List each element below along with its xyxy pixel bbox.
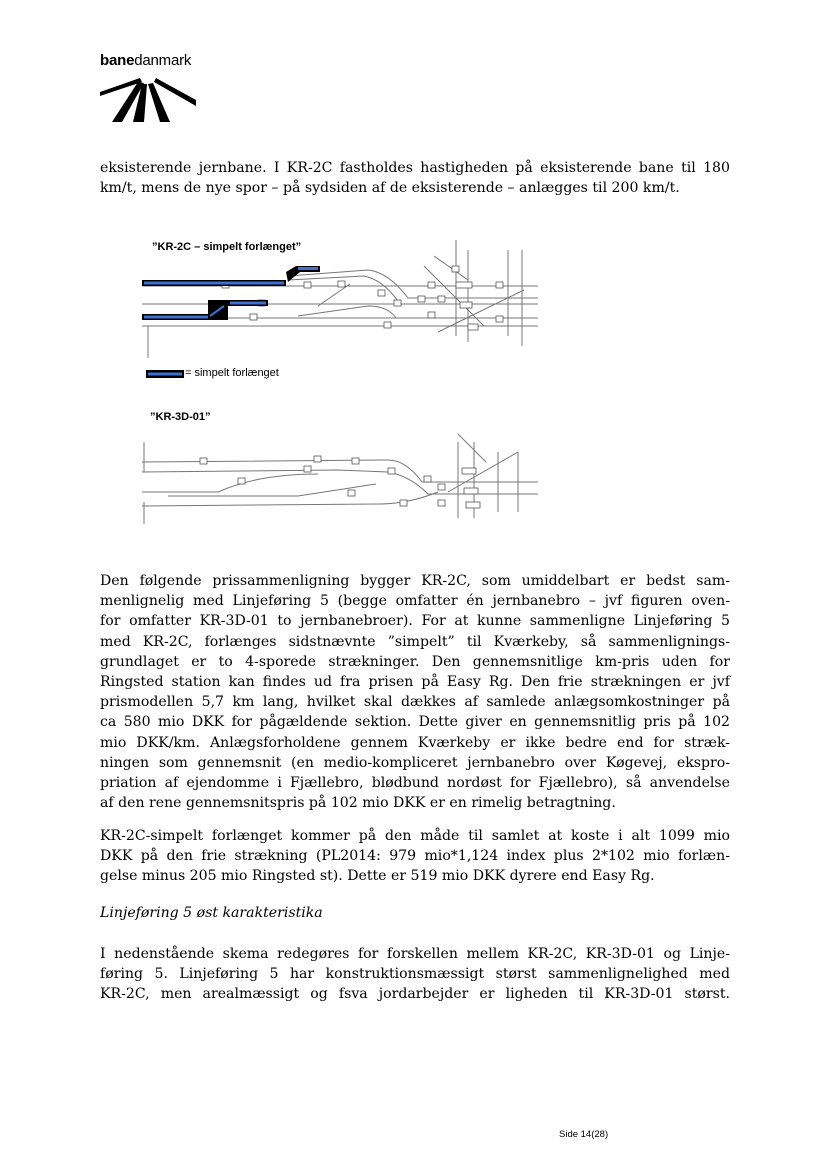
cost-summary-paragraph: [100, 826, 730, 887]
figure2-title: ”KR-3D-01”: [150, 411, 211, 423]
text-line: ningen som gennemsnit (en medio-kompliceret jernbanebro over Køgevej, ekspro-: [100, 754, 730, 771]
text-line: I nedenstående skema redegøres for forskellen mellem KR-2C, KR-3D-01 og Linje-: [100, 946, 730, 962]
text-line: eksisterende jernbane. I KR-2C fastholdes hastigheden på eksisterende bane til 180: [100, 160, 730, 176]
text-line: priation af ejendomme i Fjællebro, blødbund nordøst for Fjællebro), så anvendelse: [100, 775, 730, 792]
text-line: menlignelig med Linjeføring 5 (begge omfatter én jernbanebro – jvf figuren oven-: [100, 593, 730, 610]
price-comparison-paragraph: [100, 571, 730, 813]
text-line: km/t, mens de nye spor – på sydsiden af de eksisterende – anlægges til 200 km/t.: [100, 180, 680, 197]
logo-rays-icon: [100, 76, 196, 122]
banedanmark-logo: [100, 53, 200, 123]
text-line: Den følgende prissammenligning bygger KR-2C, som umiddelbart er bedst sam-: [100, 573, 730, 589]
text-line: grundlaget er to 4-sporede strækninger. Den gennemsnitlige km-pris uden for: [100, 653, 730, 670]
text-line: med KR-2C, forlænges sidstnævnte ”simpelt” til Kværkeby, så sammenlignings-: [100, 633, 730, 650]
text-line: gelse minus 205 mio Ringsted st). Dette er 519 mio DKK dyrere end Easy Rg.: [100, 868, 655, 885]
text-line: ca 580 mio DKK for pågældende sektion. Dette giver en gennemsnitlig pris på 102: [100, 714, 730, 731]
text-line: KR-2C, men arealmæssigt og fsva jordarbejder er ligheden til KR-3D-01 størst.: [100, 986, 730, 1003]
legend-label: = simpelt forlænget: [185, 367, 279, 379]
section-subheading: Linjeføring 5 øst karakteristika: [100, 905, 323, 921]
text-line: føring 5. Linjeføring 5 har konstruktionsmæssigt størst sammenlignelighed med: [100, 966, 730, 983]
track-diagram-kr3d01: [138, 432, 548, 528]
text-line: Ringsted station kan findes ud fra prisen på Easy Rg. Den frie strækningen er jvf: [100, 674, 730, 691]
characteristics-paragraph: [100, 944, 730, 1005]
intro-paragraph: [100, 158, 730, 198]
text-line: prismodellen 5,7 km lang, hvilket skal dækkes af samlede anlægsomkostninger på: [100, 694, 730, 711]
page-number: Side 14(28): [559, 1129, 609, 1140]
text-line: af den rene gennemsnitspris på 102 mio DKK er en rimelig betragtning.: [100, 795, 616, 812]
text-line: KR-2C-simpelt forlænget kommer på den måde til samlet at koste i alt 1099 mio: [100, 828, 730, 844]
logo-wordmark: banedanmark: [100, 52, 192, 69]
figure1-title: ”KR-2C – simpelt forlænget”: [152, 241, 302, 253]
text-line: DKK på den frie strækning (PL2014: 979 mio*1,124 index plus 2*102 mio forlæn-: [100, 848, 730, 865]
legend-swatch: [146, 370, 184, 378]
text-line: mio DKK/km. Anlægsforholdene gennem Kværkeby er ikke bedre end for stræk-: [100, 734, 730, 751]
track-diagram-kr2c: [138, 236, 548, 366]
text-line: for omfatter KR-3D-01 to jernbanebroer). For at kunne sammenligne Linjeføring 5: [100, 613, 730, 630]
